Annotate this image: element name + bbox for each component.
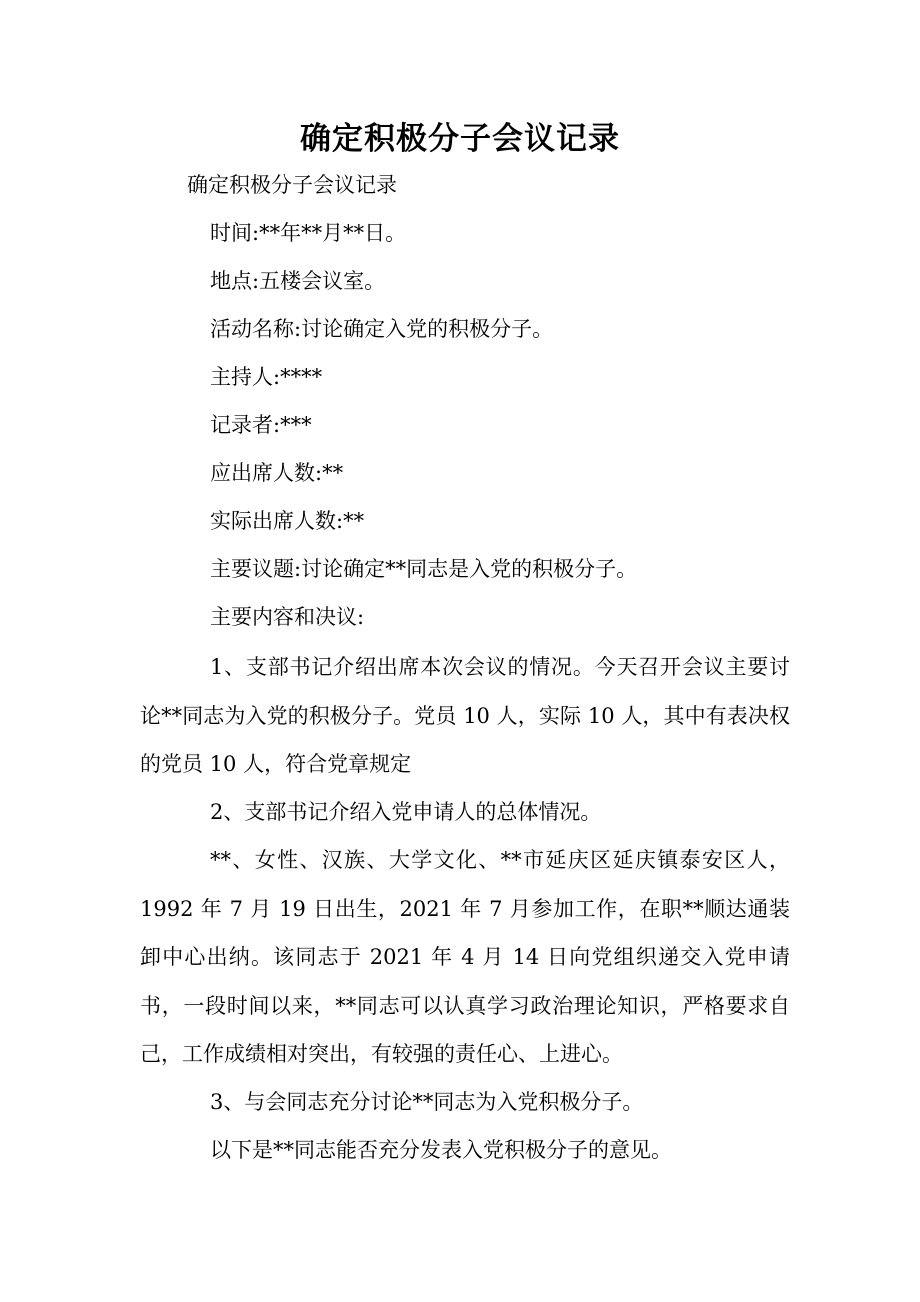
field-time: 时间:**年**月**日。 [210, 221, 407, 245]
paragraph-attendance: 1、支部书记介绍出席本次会议的情况。今天召开会议主要讨论**同志为入党的积极分子。党员 10 人，实际 10 人，其中有表决权的党员 10 人，符合党章规定 [140, 655, 790, 776]
paragraph-applicant-details: **、女性、汉族、大学文化、**市延庆区延庆镇泰安区人，1992 年 7 月 19 日出生，2021 年 7 月参加工作，在职**顺达通装卸中心出纳。该同志于 2021 年 4 月 14 日向党组织递交入党申请书，一段时间以来，**同志可以认真学习政治理论知识，严格要求自己，工作成绩相对突出，有较强的责任心、上进心。 [140, 848, 790, 1066]
paragraph-applicant-intro: 2、支部书记介绍入党申请人的总体情况。 [210, 800, 602, 824]
document-title: 确定积极分子会议记录 [300, 121, 620, 157]
field-expected-attendees: 应出席人数:** [210, 461, 344, 485]
document-subtitle: 确定积极分子会议记录 [187, 173, 397, 197]
field-main-topic: 主要议题:讨论确定**同志是入党的积极分子。 [210, 557, 638, 581]
field-content-heading: 主要内容和决议: [210, 605, 365, 629]
field-actual-attendees: 实际出席人数:** [210, 509, 365, 533]
paragraph-discussion: 3、与会同志充分讨论**同志为入党积极分子。 [210, 1090, 644, 1114]
field-location: 地点:五楼会议室。 [210, 269, 386, 293]
field-recorder: 记录者:*** [210, 413, 312, 437]
paragraph-opinions: 以下是**同志能否充分发表入党积极分子的意见。 [210, 1138, 672, 1162]
field-activity-name: 活动名称:讨论确定入党的积极分子。 [210, 317, 554, 341]
field-host: 主持人:**** [210, 365, 323, 389]
